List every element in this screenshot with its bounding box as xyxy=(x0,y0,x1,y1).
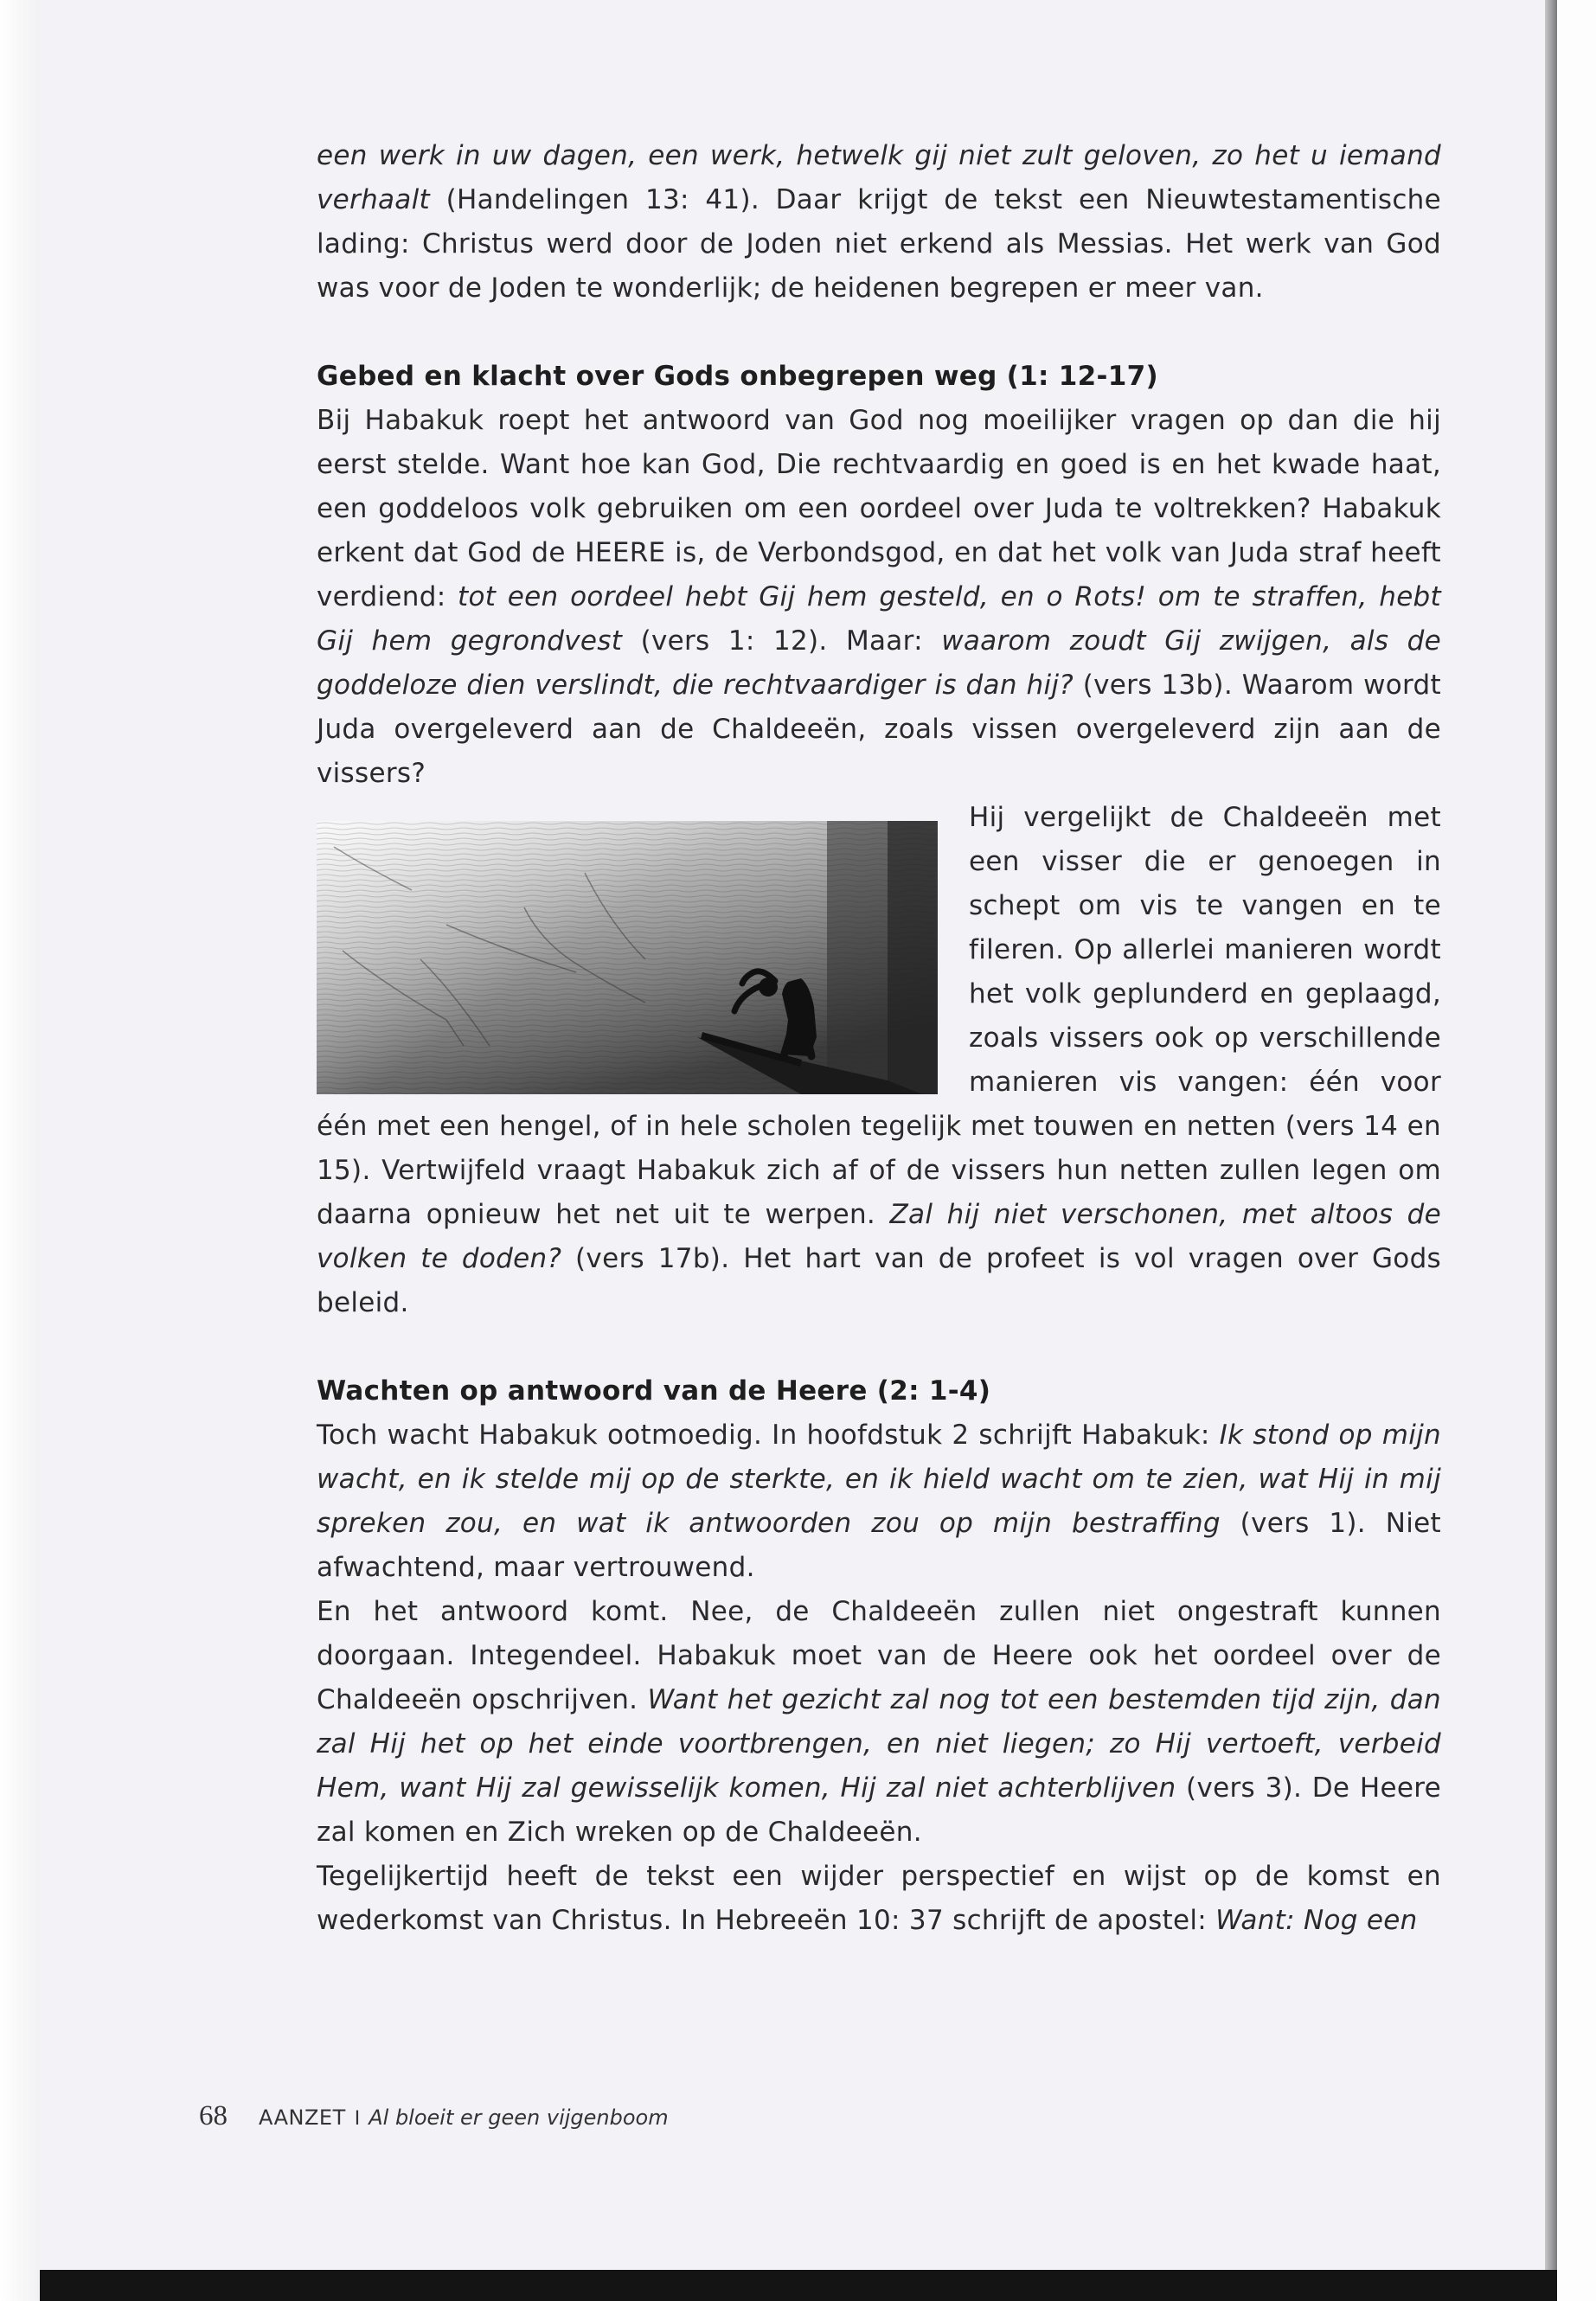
paragraph-4: Toch wacht Habakuk ootmoedig. In hoofdstuk 2 schrijft Habakuk: Ik stond op mijn wacht, en ik stelde mij op de sterkte, en ik hield wacht om te zien, wat Hij in mij spreken zou, en wat ik antwoorden zou op mijn bestraffing (vers 1). Niet afwachtend, maar vertrouwend. xyxy=(317,1420,1441,1583)
fisherman-photo xyxy=(317,821,938,1094)
page-footer xyxy=(199,2100,669,2132)
article-body xyxy=(317,134,1441,1943)
page-gutter xyxy=(0,0,40,2301)
section-heading-gebed: Gebed en klacht over Gods onbegrepen weg (1: 12-17) xyxy=(317,361,1158,392)
scan-bottom-border xyxy=(40,2270,1557,2301)
paragraph-3-with-photo xyxy=(317,796,1441,1325)
paragraph-6: Tegelijkertijd heeft de tekst een wijder perspectief en wijst op de komst en wederkomst van Christus. In Hebreeën 10: 37 schrijft de apostel: Want: Nog een xyxy=(317,1861,1441,1936)
footer-separator: I xyxy=(354,2108,361,2130)
paragraph-5: En het antwoord komt. Nee, de Chaldeeën zullen niet ongestraft kunnen doorgaan. Integendeel. Habakuk moet van de Heere ook het oordeel over de Chaldeeën opschrijven. Want het gezicht zal nog tot een bestemden tijd zijn, dan zal Hij het op het einde voortbrengen, en niet liegen; zo Hij vertoeft, verbeid Hem, want Hij zal gewisselijk komen, Hij zal niet achterblijven (vers 3). De Heere zal komen en Zich wreken op de Chaldeeën. xyxy=(317,1596,1441,1848)
magazine-name: AANZET xyxy=(259,2106,346,2130)
paragraph-1: een werk in uw dagen, een werk, hetwelk gij niet zult geloven, zo het u iemand verhaalt (Handelingen 13: 41). Daar krijgt de tekst een Nieuwtestamentische lading: Christus werd door de Joden niet erkend als Messias. Het werk van God was voor de Joden te wonderlijk; de heidenen begrepen er meer van. xyxy=(317,140,1441,304)
section-heading-wachten: Wachten op antwoord van de Heere (2: 1-4) xyxy=(317,1375,991,1407)
page-number: 68 xyxy=(199,2100,228,2131)
issue-title: Al bloeit er geen vijgenboom xyxy=(369,2106,669,2130)
scan-margin xyxy=(1557,0,1596,2301)
paragraph-3: Hij vergelijkt de Chaldeeën met een visser die er genoegen in schept om vis te vangen en te fileren. Op allerlei manieren wordt het volk geplunderd en geplaagd, zoals vissers ook op verschillende manieren vis vangen: één voor één met een hengel, of in hele scholen tegelijk met touwen en netten (vers 14 en 15). Vertwijfeld vraagt Habakuk zich af of de vissers hun netten zullen legen om daarna opnieuw het net uit te werpen. Zal hij niet verschonen, met altoos de volken te doden? (vers 17b). Het hart van de profeet is vol vragen over Gods beleid. xyxy=(317,802,1442,1318)
paragraph-2: Bij Habakuk roept het antwoord van God nog moeilijker vragen op dan die hij eerst stelde. Want hoe kan God, Die rechtvaardig en goed is en het kwade haat, een goddeloos volk gebruiken om een oordeel over Juda te voltrekken? Habakuk erkent dat God de HEERE is, de Verbondsgod, en dat het volk van Juda straf heeft verdiend: tot een oordeel hebt Gij hem gesteld, en o Rots! om te straffen, hebt Gij hem gegrondvest (vers 1: 12). Maar: waarom zoudt Gij zwijgen, als de goddeloze dien verslindt, die rechtvaardiger is dan hij? (vers 13b). Waarom wordt Juda overgeleverd aan de Chaldeeën, zoals vissen overgeleverd zijn aan de vissers? xyxy=(317,405,1441,789)
page-edge-shadow xyxy=(1545,0,1557,2270)
